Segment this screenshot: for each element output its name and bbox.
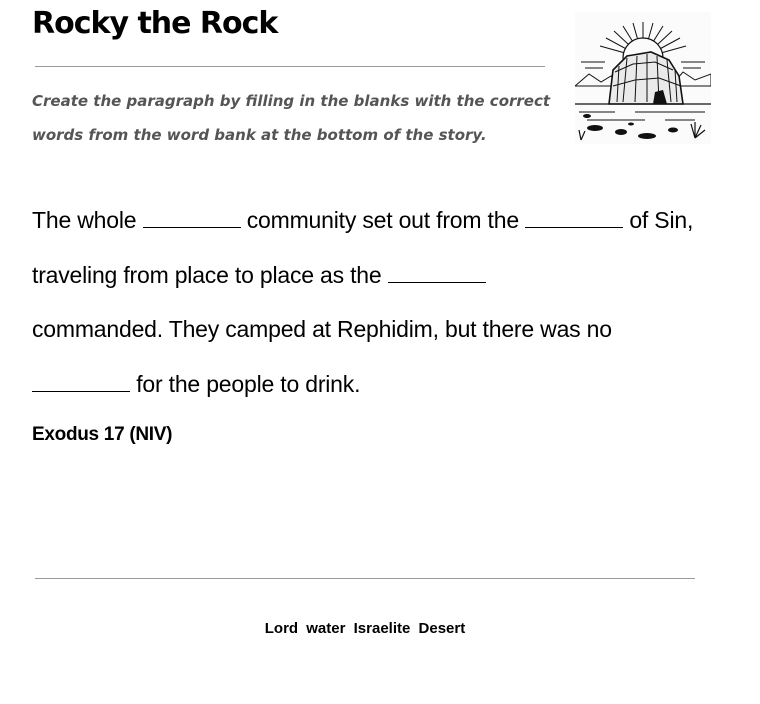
story-paragraph bbox=[32, 193, 722, 411]
instructions: Create the paragraph by filling in the blanks with the correct words from the word bank at the bottom of the story. bbox=[32, 92, 551, 144]
story-text: The whole bbox=[32, 207, 137, 233]
scripture-reference: Exodus 17 (NIV) bbox=[32, 424, 173, 445]
blank-2 bbox=[525, 207, 623, 228]
story-text: of Sin, traveling from place to place as the bbox=[32, 207, 694, 288]
blank-4 bbox=[32, 371, 130, 392]
story-text: for the people to drink. bbox=[136, 370, 361, 397]
word-bank-item: Desert bbox=[418, 620, 466, 637]
word-bank-item: water bbox=[306, 620, 346, 637]
blank-1 bbox=[143, 207, 241, 228]
story-text: commanded. They camped at Rephidim, but there was no bbox=[32, 316, 612, 342]
worksheet-title: Rocky the Rock bbox=[32, 6, 278, 41]
rock-in-desert-illustration bbox=[575, 12, 711, 144]
word-bank bbox=[0, 620, 730, 637]
word-bank-divider bbox=[35, 578, 695, 579]
word-bank-item: Lord bbox=[264, 620, 299, 637]
title-divider bbox=[35, 66, 545, 67]
blank-3 bbox=[388, 262, 486, 283]
word-bank-item: Israelite bbox=[353, 620, 411, 637]
story-text: community set out from the bbox=[246, 207, 519, 233]
